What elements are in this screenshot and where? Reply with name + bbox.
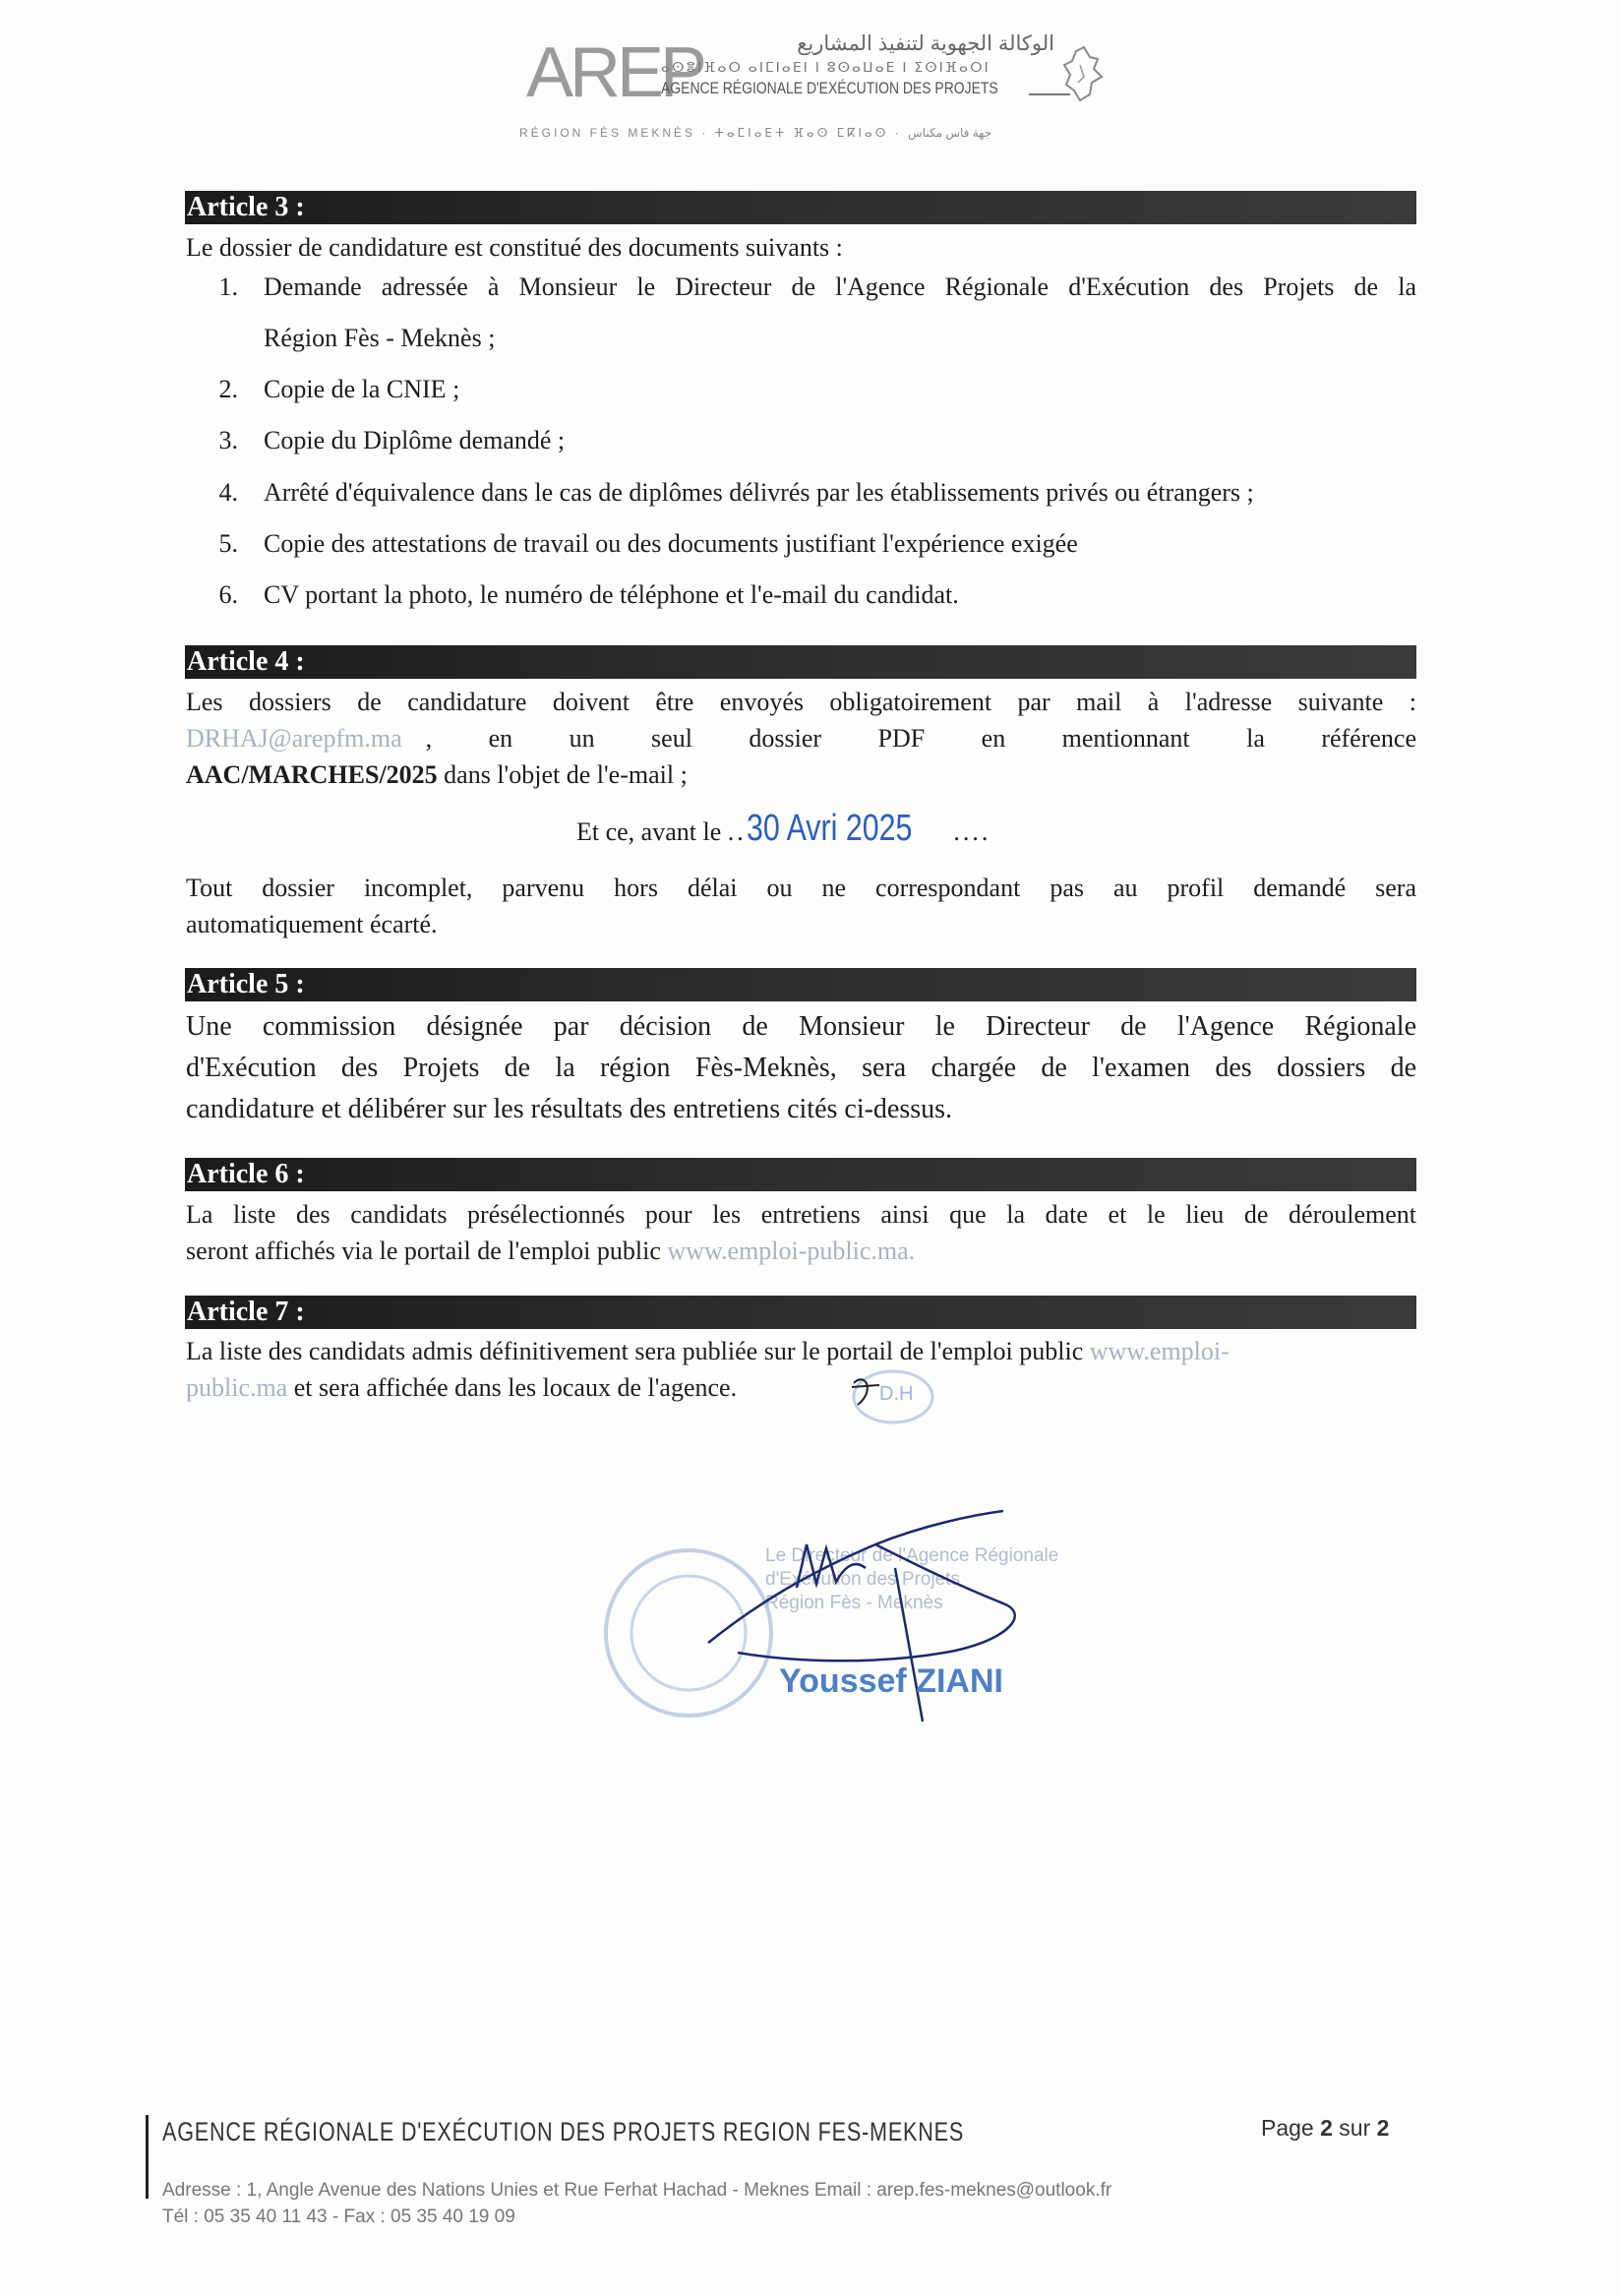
article-4-line-1: Les dossiers de candidature doivent être envoyés obligatoirement par mail à l'adresse suivante :	[186, 688, 1416, 716]
signer-name: Youssef ZIANI	[779, 1662, 1003, 1700]
article-6-line-2	[186, 1234, 915, 1269]
page-total: 2	[1376, 2115, 1390, 2141]
article-6-heading-bar	[185, 1158, 1416, 1191]
page-current: 2	[1320, 2115, 1333, 2141]
article-7-line-1-text: La liste des candidats admis définitivement sera publiée sur le portail de l'emploi public	[186, 1337, 1084, 1365]
list-item-text: CV portant la photo, le numéro de téléphone et l'e-mail du candidat.	[264, 580, 959, 609]
footer-address: Adresse : 1, Angle Avenue des Nations Unies et Rue Ferhat Hachad - Meknes Email : arep.fes-meknes@outlook.fr	[162, 2180, 1112, 2201]
footer-divider	[146, 2115, 149, 2199]
list-item-number: 6.	[218, 580, 238, 609]
page-number	[1261, 2115, 1389, 2142]
deadline-line: Et ce, avant le ..30 Avri 2025 ....	[576, 808, 991, 849]
article-7-line-1	[186, 1334, 1230, 1369]
agency-logo: AREP	[526, 33, 704, 112]
header-arabic-name: الوكالة الجهوية لتنفيذ المشاريع	[797, 32, 1054, 55]
list-item-text: Copie de la CNIE ;	[264, 375, 460, 403]
initials-stamp-text: D.H	[879, 1383, 914, 1405]
header-french-name: AGENCE RÉGIONALE D'EXÉCUTION DES PROJETS	[661, 79, 998, 97]
emploi-public-link-part-2[interactable]: public.ma	[186, 1373, 288, 1402]
list-item-text-continued: Région Fès - Meknès ;	[264, 324, 496, 352]
footer-agency-name: AGENCE RÉGIONALE D'EXÉCUTION DES PROJETS REGION FES-MEKNES	[162, 2117, 965, 2146]
header-tifinagh-name: ⴰⵙⴻⵏⴼⴰⵔ ⴰⵏⵎⵏⴰⴹⵏ ⵏ ⵓⵙⴰⵡⴰⴹ ⵏ ⵉⵙⵏⴼⴰⵔⵏ	[661, 59, 991, 75]
header-region-line: RÉGION FÈS MEKNÈS · ⵜⴰⵎⵏⴰⴹⵜ ⴼⴰⵙ ⵎⴽⵏⴰⵙ · جهة فاس مكناس	[519, 126, 992, 140]
article-5-line-2: d'Exécution des Projets de la région Fès-Meknès, sera chargée de l'examen des dossiers de	[186, 1053, 1416, 1083]
article-5-heading-bar	[185, 968, 1416, 1001]
initials-stamp	[846, 1365, 936, 1426]
article-4-line-2	[186, 721, 1416, 756]
deadline-handwritten-date: 30 Avri 2025	[746, 808, 913, 849]
list-item-number: 4.	[218, 478, 238, 507]
article-6-heading: Article 6 :	[187, 1159, 305, 1189]
page-label: Page	[1261, 2115, 1314, 2141]
article-4-line-3-rest: dans l'objet de l'e-mail ;	[437, 760, 688, 789]
director-stamp-text: Le Directeur de l'Agence Régionale d'Exécution des Projets Région Fès - Meknès	[765, 1545, 1059, 1613]
emploi-public-link[interactable]: www.emploi-public.ma.	[667, 1237, 916, 1265]
article-7-line-2-text: et sera affichée dans les locaux de l'agence.	[293, 1373, 738, 1402]
list-item-number: 3.	[218, 426, 238, 454]
article-5-heading: Article 5 :	[187, 969, 305, 999]
list-item-number: 1.	[218, 272, 238, 301]
reference-code: AAC/MARCHES/2025	[186, 760, 438, 789]
footer-phone-fax: Tél : 05 35 40 11 43 - Fax : 05 35 40 19 09	[162, 2206, 515, 2227]
article-7-heading-bar	[185, 1296, 1416, 1329]
article-4-incomplete-line-2: automatiquement écarté.	[186, 910, 438, 938]
article-3-heading-bar	[185, 191, 1416, 224]
email-link[interactable]: DRHAJ@arepfm.ma	[186, 724, 402, 753]
list-item-text: Demande adressée à Monsieur le Directeur de l'Agence Régionale d'Exécution des Projets de la	[264, 272, 1416, 301]
article-4-incomplete-line-1: Tout dossier incomplet, parvenu hors délai ou ne correspondant pas au profil demandé sera	[186, 874, 1416, 902]
article-3-intro: Le dossier de candidature est constitué des documents suivants :	[186, 233, 843, 262]
article-5-line-1: Une commission désignée par décision de Monsieur le Directeur de l'Agence Régionale	[186, 1011, 1416, 1042]
list-item-text: Copie des attestations de travail ou des documents justifiant l'expérience exigée	[264, 529, 1078, 558]
handwritten-signature-icon	[679, 1505, 1052, 1741]
list-item-number: 2.	[218, 375, 238, 403]
article-3-heading: Article 3 :	[187, 192, 305, 222]
article-4-line-2-rest: , en un seul dossier PDF en mentionnant la référence	[425, 724, 1416, 753]
article-6-line-1: La liste des candidats présélectionnés pour les entretiens ainsi que la date et le lieu de déroulement	[186, 1200, 1416, 1229]
list-item-text: Arrêté d'équivalence dans le cas de diplômes délivrés par les établissements privés ou étrangers ;	[264, 478, 1254, 507]
article-6-line-2-text: seront affichés via le portail de l'emploi public	[186, 1237, 661, 1265]
deadline-prefix: Et ce, avant le	[576, 817, 722, 846]
article-7-line-2	[186, 1370, 737, 1406]
page-separator: sur	[1339, 2115, 1371, 2141]
map-emblem-icon	[1019, 37, 1127, 116]
emploi-public-link-part-1[interactable]: www.emploi-	[1089, 1337, 1230, 1365]
article-4-heading: Article 4 :	[187, 646, 305, 677]
article-4-heading-bar	[185, 645, 1416, 679]
article-7-heading: Article 7 :	[187, 1297, 305, 1327]
list-item-text: Copie du Diplôme demandé ;	[264, 426, 566, 454]
list-item-number: 5.	[218, 529, 238, 558]
article-5-line-3: candidature et délibérer sur les résultats des entretiens cités ci-dessus.	[186, 1094, 953, 1124]
article-4-line-3	[186, 757, 688, 793]
